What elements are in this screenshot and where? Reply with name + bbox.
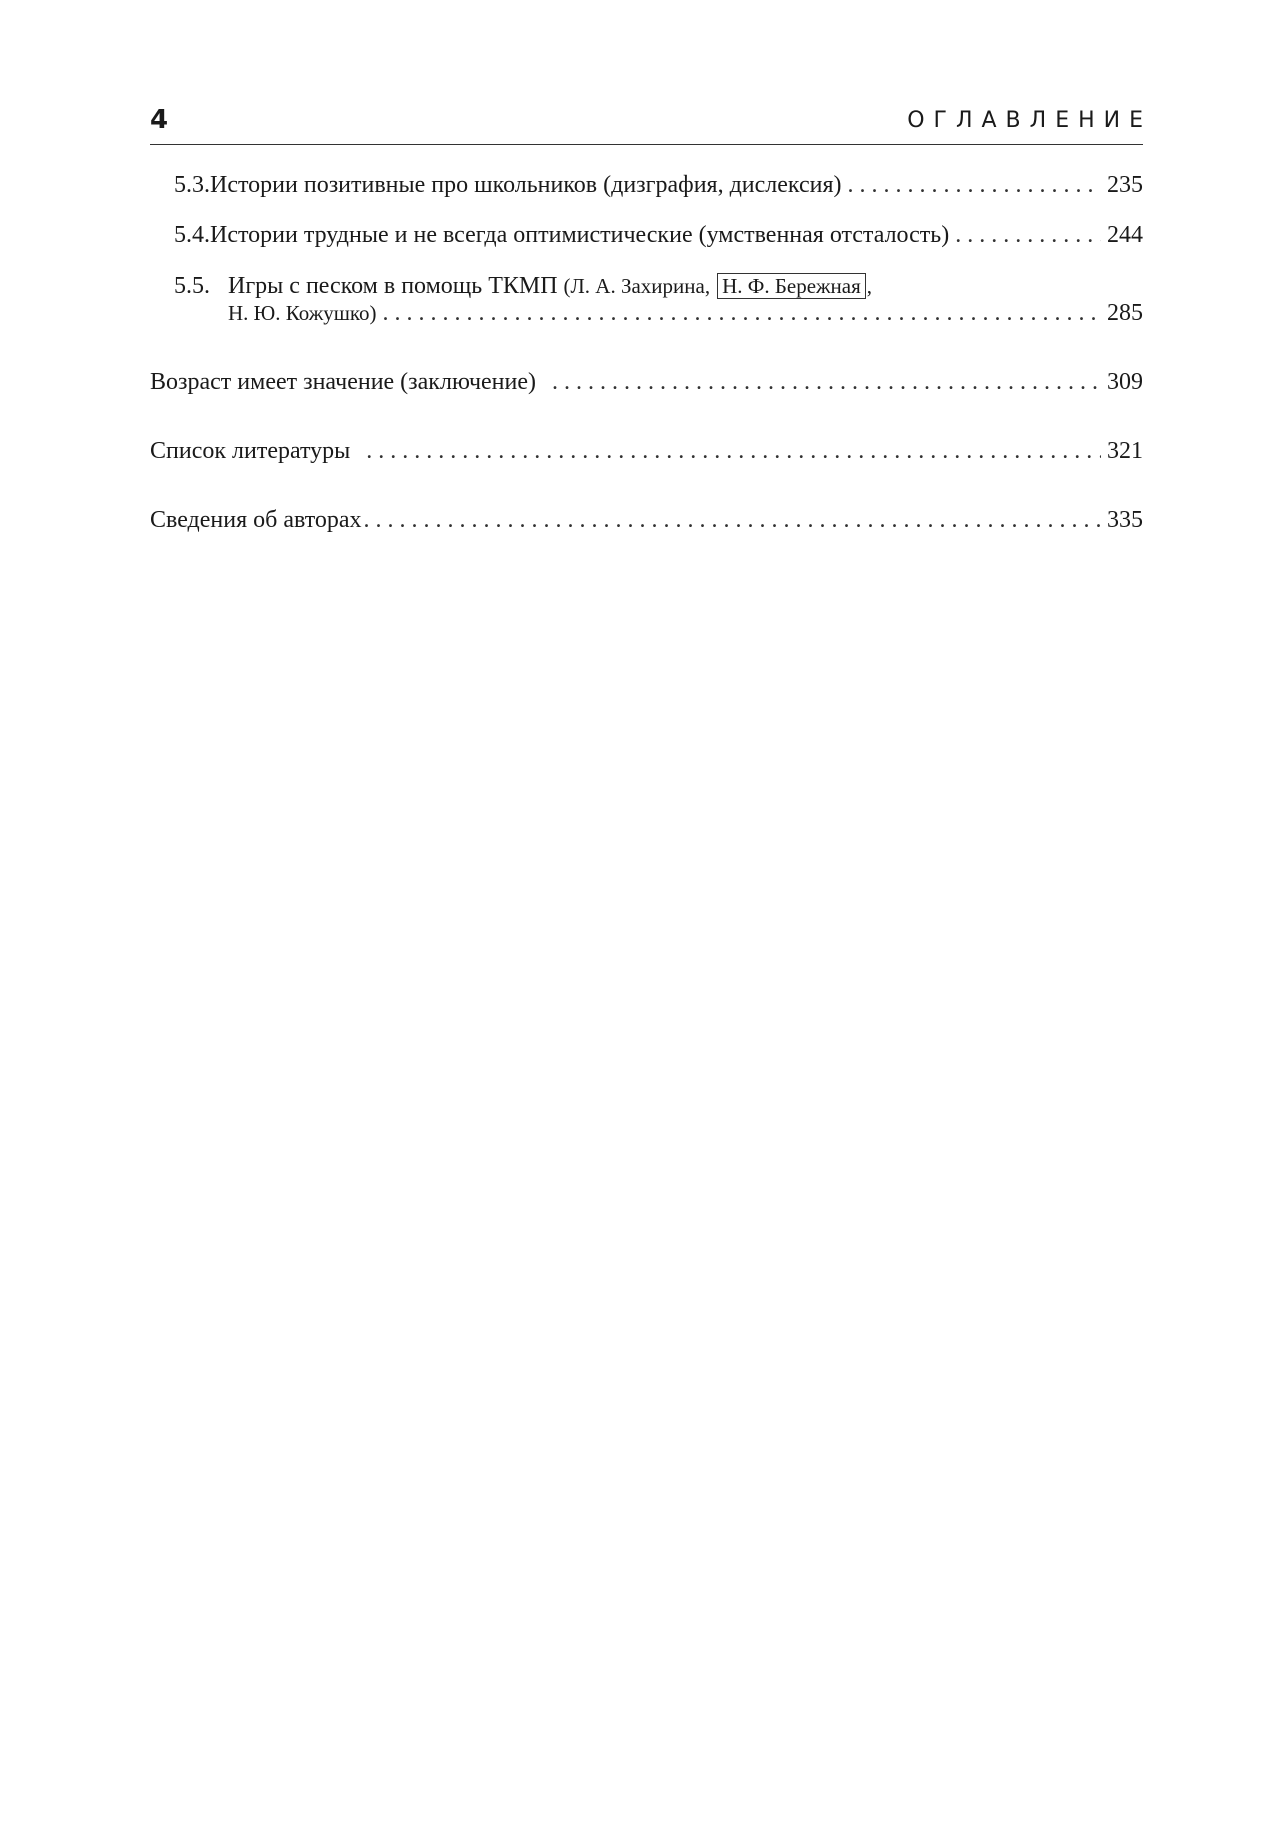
toc-entry-page: 335 [1107,507,1143,533]
toc-entry-title: Сведения об авторах [150,507,362,533]
toc-entry-title: Истории трудные и не всегда оптимистические (умственная отсталость) [210,222,950,248]
toc-entry-number: 5.4. [174,222,210,248]
toc-entry-page: 244 [1107,222,1143,248]
toc-entry-authors-line2: Н. Ю. Кожушко) [228,301,377,325]
dot-leader [383,300,1102,327]
toc-entry-number: 5.5. [174,273,210,299]
toc-entry-page: 321 [1107,438,1143,464]
toc-entry-5-5[interactable] [150,273,1143,327]
authors-comma: , [866,274,873,298]
running-title: ОГЛАВЛЕНИЕ [907,108,1152,133]
page-number: 4 [150,105,169,135]
toc-entry-references[interactable] [150,438,1143,465]
page-header [150,104,1152,145]
toc-entry-number: 5.3. [174,172,210,198]
dot-leader [955,222,1101,249]
toc-entry-page: 235 [1107,172,1143,198]
toc-entry-5-4[interactable] [150,222,1143,249]
dot-leader [848,172,1101,199]
toc-entry-page: 309 [1107,369,1143,395]
boxed-author-name: Н. Ф. Бережная [717,273,866,299]
toc-entry-about-authors[interactable] [150,507,1143,534]
toc-entry-title: Список литературы [150,438,351,464]
toc-entry-conclusion[interactable] [150,369,1143,396]
dot-leader [364,507,1101,534]
toc-entry-title-group [228,273,872,300]
toc-entry-page: 285 [1107,300,1143,326]
toc-entry-title: Возраст имеет значение (заключение) [150,369,537,395]
dot-leader [366,438,1101,465]
toc-entry-5-3[interactable] [150,172,1143,199]
toc-entry-authors: (Л. А. Захирина, [563,274,711,298]
dot-leader [552,369,1101,396]
toc-entry-title: Истории позитивные про школьников (дизграфия, дислексия) [210,172,842,198]
toc-entry-title: Игры с песком в помощь ТКМП [228,273,558,299]
